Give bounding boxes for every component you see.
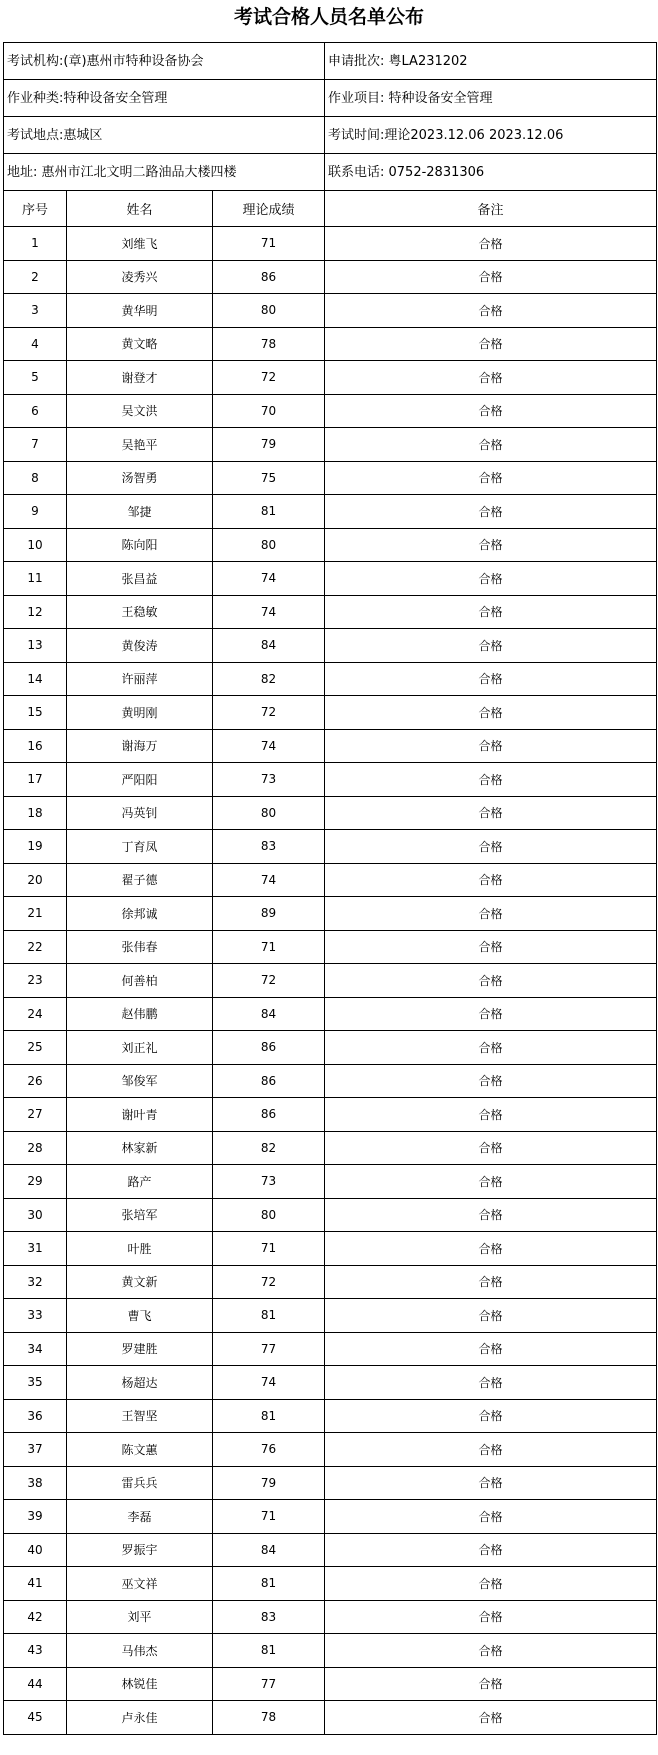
cell-score: 81	[213, 1567, 325, 1601]
cell-name: 李磊	[67, 1500, 213, 1534]
table-row	[4, 964, 657, 998]
cell-remark: 合格	[325, 730, 657, 764]
cell-name: 黄华明	[67, 294, 213, 328]
table-row	[4, 562, 657, 596]
work-item: 作业项目: 特种设备安全管理	[325, 80, 657, 117]
info-row	[4, 154, 657, 191]
cell-score: 86	[213, 1065, 325, 1099]
table-row	[4, 1031, 657, 1065]
cell-name: 黄俊涛	[67, 629, 213, 663]
table-row	[4, 830, 657, 864]
application-batch: 申请批次: 粤LA231202	[325, 43, 657, 80]
table-row	[4, 261, 657, 295]
table-row	[4, 1400, 657, 1434]
table-row	[4, 1098, 657, 1132]
table-row	[4, 629, 657, 663]
table-row	[4, 1065, 657, 1099]
cell-remark: 合格	[325, 763, 657, 797]
cell-score: 74	[213, 1366, 325, 1400]
cell-score: 77	[213, 1333, 325, 1367]
cell-remark: 合格	[325, 964, 657, 998]
cell-name: 谢叶青	[67, 1098, 213, 1132]
cell-name: 林锐佳	[67, 1668, 213, 1702]
cell-score: 72	[213, 361, 325, 395]
table-row	[4, 1299, 657, 1333]
table-row	[4, 1165, 657, 1199]
cell-index: 26	[4, 1065, 67, 1099]
cell-score: 84	[213, 629, 325, 663]
cell-index: 10	[4, 529, 67, 563]
cell-name: 雷兵兵	[67, 1467, 213, 1501]
cell-index: 5	[4, 361, 67, 395]
cell-remark: 合格	[325, 1165, 657, 1199]
cell-index: 30	[4, 1199, 67, 1233]
cell-remark: 合格	[325, 328, 657, 362]
cell-name: 刘平	[67, 1601, 213, 1635]
cell-index: 11	[4, 562, 67, 596]
cell-remark: 合格	[325, 897, 657, 931]
cell-remark: 合格	[325, 1031, 657, 1065]
cell-remark: 合格	[325, 596, 657, 630]
page-title: 考试合格人员名单公布	[233, 6, 424, 28]
cell-remark: 合格	[325, 998, 657, 1032]
cell-remark: 合格	[325, 1534, 657, 1568]
cell-name: 徐邦诚	[67, 897, 213, 931]
cell-index: 35	[4, 1366, 67, 1400]
cell-name: 丁育凤	[67, 830, 213, 864]
cell-remark: 合格	[325, 1199, 657, 1233]
table-row	[4, 294, 657, 328]
cell-score: 78	[213, 1701, 325, 1735]
table-row	[4, 1500, 657, 1534]
table-row	[4, 1668, 657, 1702]
cell-score: 71	[213, 1232, 325, 1266]
cell-remark: 合格	[325, 462, 657, 496]
cell-index: 9	[4, 495, 67, 529]
cell-name: 刘维飞	[67, 227, 213, 261]
cell-score: 89	[213, 897, 325, 931]
info-row	[4, 117, 657, 154]
table-body	[4, 227, 657, 1735]
cell-name: 翟子德	[67, 864, 213, 898]
cell-score: 73	[213, 763, 325, 797]
cell-remark: 合格	[325, 663, 657, 697]
cell-score: 80	[213, 797, 325, 831]
cell-index: 27	[4, 1098, 67, 1132]
cell-name: 林家新	[67, 1132, 213, 1166]
cell-remark: 合格	[325, 696, 657, 730]
info-row	[4, 43, 657, 80]
cell-score: 82	[213, 663, 325, 697]
table-row	[4, 1601, 657, 1635]
cell-score: 71	[213, 227, 325, 261]
table-row	[4, 663, 657, 697]
cell-name: 叶胜	[67, 1232, 213, 1266]
cell-remark: 合格	[325, 1601, 657, 1635]
cell-remark: 合格	[325, 1701, 657, 1735]
cell-index: 40	[4, 1534, 67, 1568]
cell-index: 3	[4, 294, 67, 328]
results-table	[3, 42, 657, 1735]
table-row	[4, 462, 657, 496]
cell-index: 4	[4, 328, 67, 362]
cell-score: 83	[213, 830, 325, 864]
table-row	[4, 328, 657, 362]
cell-name: 陈文蕙	[67, 1433, 213, 1467]
cell-score: 83	[213, 1601, 325, 1635]
cell-score: 74	[213, 596, 325, 630]
cell-remark: 合格	[325, 1333, 657, 1367]
cell-score: 70	[213, 395, 325, 429]
cell-score: 81	[213, 495, 325, 529]
cell-score: 80	[213, 294, 325, 328]
table-row	[4, 227, 657, 261]
cell-index: 43	[4, 1634, 67, 1668]
cell-remark: 合格	[325, 1634, 657, 1668]
table-row	[4, 696, 657, 730]
work-category: 作业种类:特种设备安全管理	[4, 80, 325, 117]
cell-name: 马伟杰	[67, 1634, 213, 1668]
cell-score: 78	[213, 328, 325, 362]
cell-remark: 合格	[325, 395, 657, 429]
cell-index: 6	[4, 395, 67, 429]
table-row	[4, 1232, 657, 1266]
cell-score: 86	[213, 1098, 325, 1132]
cell-name: 曹飞	[67, 1299, 213, 1333]
cell-name: 卢永佳	[67, 1701, 213, 1735]
table-row	[4, 730, 657, 764]
cell-name: 吴文洪	[67, 395, 213, 429]
cell-remark: 合格	[325, 428, 657, 462]
cell-remark: 合格	[325, 1098, 657, 1132]
table-row	[4, 1567, 657, 1601]
cell-index: 18	[4, 797, 67, 831]
cell-index: 38	[4, 1467, 67, 1501]
cell-index: 33	[4, 1299, 67, 1333]
cell-score: 80	[213, 1199, 325, 1233]
cell-remark: 合格	[325, 931, 657, 965]
cell-name: 陈向阳	[67, 529, 213, 563]
column-header-index: 序号	[4, 191, 67, 227]
cell-name: 谢海万	[67, 730, 213, 764]
cell-remark: 合格	[325, 1132, 657, 1166]
cell-name: 黄文新	[67, 1266, 213, 1300]
table-row	[4, 1433, 657, 1467]
exam-org: 考试机构:(章)惠州市特种设备协会	[4, 43, 325, 80]
cell-name: 张昌益	[67, 562, 213, 596]
table-row	[4, 1534, 657, 1568]
cell-name: 黄明刚	[67, 696, 213, 730]
cell-name: 刘正礼	[67, 1031, 213, 1065]
cell-name: 巫文祥	[67, 1567, 213, 1601]
exam-time: 考试时间:理论2023.12.06 2023.12.06	[325, 117, 657, 154]
cell-score: 71	[213, 1500, 325, 1534]
table-row	[4, 1366, 657, 1400]
cell-score: 76	[213, 1433, 325, 1467]
cell-name: 王稳敏	[67, 596, 213, 630]
column-header-name: 姓名	[67, 191, 213, 227]
cell-index: 28	[4, 1132, 67, 1166]
cell-remark: 合格	[325, 1567, 657, 1601]
cell-name: 严阳阳	[67, 763, 213, 797]
table-header	[4, 191, 657, 227]
cell-index: 39	[4, 1500, 67, 1534]
cell-remark: 合格	[325, 261, 657, 295]
cell-remark: 合格	[325, 629, 657, 663]
cell-index: 24	[4, 998, 67, 1032]
cell-score: 74	[213, 864, 325, 898]
cell-name: 邹俊军	[67, 1065, 213, 1099]
cell-name: 张培军	[67, 1199, 213, 1233]
cell-index: 31	[4, 1232, 67, 1266]
cell-remark: 合格	[325, 1467, 657, 1501]
cell-index: 19	[4, 830, 67, 864]
cell-score: 84	[213, 998, 325, 1032]
cell-name: 张伟春	[67, 931, 213, 965]
cell-index: 44	[4, 1668, 67, 1702]
cell-remark: 合格	[325, 864, 657, 898]
cell-remark: 合格	[325, 562, 657, 596]
cell-score: 71	[213, 931, 325, 965]
cell-name: 邹捷	[67, 495, 213, 529]
cell-score: 86	[213, 1031, 325, 1065]
column-header-score: 理论成绩	[213, 191, 325, 227]
table-row	[4, 763, 657, 797]
cell-name: 罗振宇	[67, 1534, 213, 1568]
cell-index: 32	[4, 1266, 67, 1300]
cell-name: 汤智勇	[67, 462, 213, 496]
cell-index: 42	[4, 1601, 67, 1635]
cell-remark: 合格	[325, 495, 657, 529]
table-row	[4, 1266, 657, 1300]
table-row	[4, 1634, 657, 1668]
table-row	[4, 361, 657, 395]
table-row	[4, 931, 657, 965]
cell-score: 77	[213, 1668, 325, 1702]
cell-index: 45	[4, 1701, 67, 1735]
cell-name: 王智坚	[67, 1400, 213, 1434]
table-row	[4, 797, 657, 831]
cell-index: 29	[4, 1165, 67, 1199]
cell-score: 81	[213, 1634, 325, 1668]
cell-remark: 合格	[325, 361, 657, 395]
cell-remark: 合格	[325, 1400, 657, 1434]
cell-name: 凌秀兴	[67, 261, 213, 295]
cell-index: 8	[4, 462, 67, 496]
table-row	[4, 864, 657, 898]
cell-remark: 合格	[325, 294, 657, 328]
cell-score: 82	[213, 1132, 325, 1166]
cell-index: 41	[4, 1567, 67, 1601]
cell-name: 何善柏	[67, 964, 213, 998]
table-row	[4, 529, 657, 563]
cell-name: 赵伟鹏	[67, 998, 213, 1032]
cell-index: 15	[4, 696, 67, 730]
cell-score: 81	[213, 1400, 325, 1434]
cell-index: 25	[4, 1031, 67, 1065]
cell-score: 81	[213, 1299, 325, 1333]
cell-index: 2	[4, 261, 67, 295]
cell-score: 72	[213, 964, 325, 998]
cell-name: 黄文略	[67, 328, 213, 362]
table-row	[4, 1701, 657, 1735]
table-row	[4, 1333, 657, 1367]
cell-index: 37	[4, 1433, 67, 1467]
cell-score: 80	[213, 529, 325, 563]
table-row	[4, 1132, 657, 1166]
cell-remark: 合格	[325, 529, 657, 563]
cell-name: 吴艳平	[67, 428, 213, 462]
cell-remark: 合格	[325, 1668, 657, 1702]
info-row	[4, 80, 657, 117]
cell-index: 12	[4, 596, 67, 630]
cell-name: 冯英钊	[67, 797, 213, 831]
cell-remark: 合格	[325, 1266, 657, 1300]
cell-score: 74	[213, 730, 325, 764]
column-header-remark: 备注	[325, 191, 657, 227]
cell-score: 73	[213, 1165, 325, 1199]
cell-index: 34	[4, 1333, 67, 1367]
cell-remark: 合格	[325, 1433, 657, 1467]
cell-remark: 合格	[325, 1065, 657, 1099]
cell-index: 1	[4, 227, 67, 261]
cell-name: 谢登才	[67, 361, 213, 395]
cell-score: 74	[213, 562, 325, 596]
cell-score: 72	[213, 1266, 325, 1300]
cell-index: 14	[4, 663, 67, 697]
cell-score: 79	[213, 1467, 325, 1501]
cell-score: 72	[213, 696, 325, 730]
cell-index: 16	[4, 730, 67, 764]
address: 地址: 惠州市江北文明二路油品大楼四楼	[4, 154, 325, 191]
cell-name: 罗建胜	[67, 1333, 213, 1367]
cell-remark: 合格	[325, 1299, 657, 1333]
table-row	[4, 596, 657, 630]
cell-name: 杨超达	[67, 1366, 213, 1400]
cell-index: 23	[4, 964, 67, 998]
table-row	[4, 998, 657, 1032]
table-row	[4, 395, 657, 429]
cell-score: 86	[213, 261, 325, 295]
cell-index: 21	[4, 897, 67, 931]
cell-index: 7	[4, 428, 67, 462]
exam-location: 考试地点:惠城区	[4, 117, 325, 154]
table-row	[4, 1199, 657, 1233]
cell-remark: 合格	[325, 1500, 657, 1534]
cell-name: 路产	[67, 1165, 213, 1199]
cell-remark: 合格	[325, 830, 657, 864]
table-row	[4, 1467, 657, 1501]
cell-index: 36	[4, 1400, 67, 1434]
cell-index: 22	[4, 931, 67, 965]
cell-remark: 合格	[325, 1232, 657, 1266]
cell-index: 17	[4, 763, 67, 797]
cell-score: 84	[213, 1534, 325, 1568]
table-row	[4, 428, 657, 462]
cell-index: 13	[4, 629, 67, 663]
table-row	[4, 897, 657, 931]
cell-remark: 合格	[325, 227, 657, 261]
cell-score: 75	[213, 462, 325, 496]
table-row	[4, 495, 657, 529]
contact-phone: 联系电话: 0752-2831306	[325, 154, 657, 191]
cell-name: 许丽萍	[67, 663, 213, 697]
cell-remark: 合格	[325, 797, 657, 831]
cell-index: 20	[4, 864, 67, 898]
cell-remark: 合格	[325, 1366, 657, 1400]
cell-score: 79	[213, 428, 325, 462]
